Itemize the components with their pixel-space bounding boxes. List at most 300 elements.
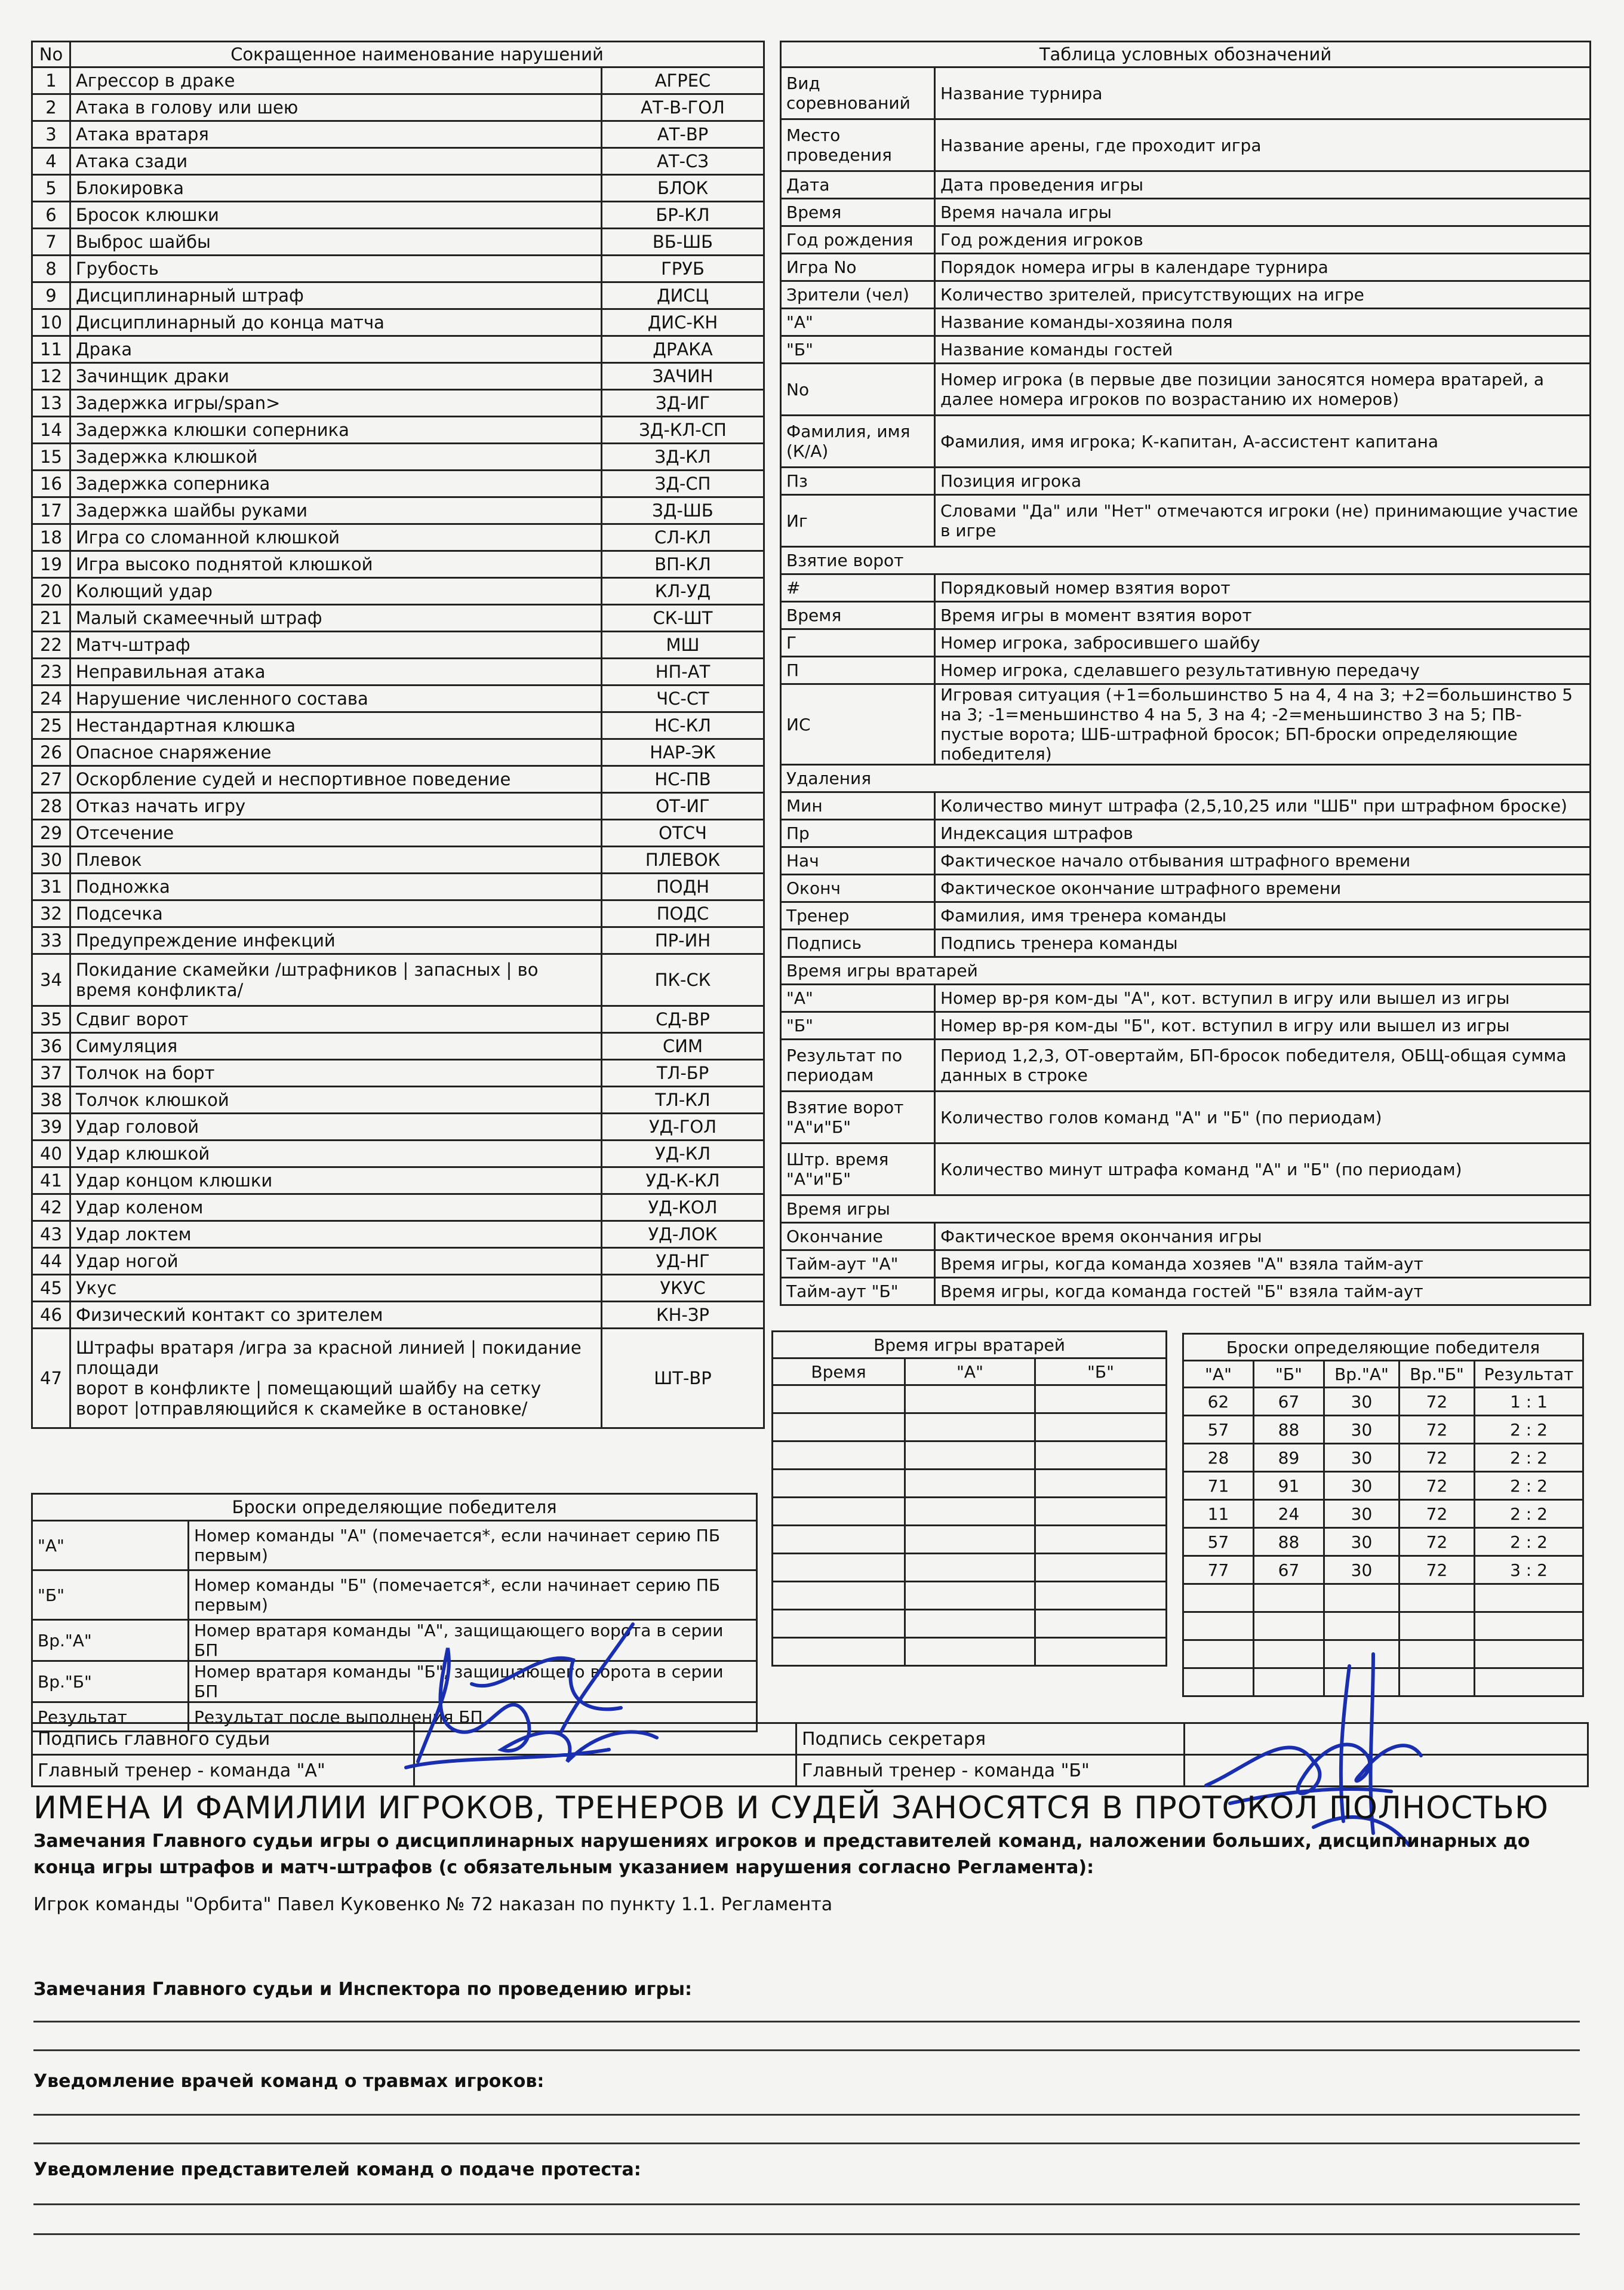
protest-line-1[interactable] — [33, 2203, 1580, 2205]
violation-no: 32 — [32, 900, 70, 927]
violation-no: 26 — [32, 739, 70, 766]
shootout-cell[interactable]: 62 — [1183, 1388, 1254, 1416]
legend-key: # — [781, 574, 935, 602]
shootout-cell[interactable]: 57 — [1183, 1416, 1254, 1444]
violation-abbr: НС-КЛ — [602, 712, 764, 739]
legend-row — [781, 281, 1591, 309]
violations-table-block — [31, 41, 763, 1429]
violation-name: Грубость — [70, 256, 602, 282]
legend-section-row — [781, 547, 1591, 574]
shootout-row — [1183, 1388, 1583, 1416]
shootout-cell[interactable] — [1475, 1584, 1583, 1612]
legend-row — [781, 1144, 1591, 1195]
violation-abbr: КН-ЗР — [602, 1302, 764, 1329]
violation-row — [32, 1114, 764, 1141]
legend-value: Фактическое начало отбывания штрафного времени — [935, 847, 1591, 875]
goalie-time-cell[interactable] — [1035, 1385, 1167, 1413]
shootout-cell[interactable]: 24 — [1254, 1500, 1324, 1528]
violation-row — [32, 605, 764, 632]
goalie-time-cell[interactable] — [1035, 1638, 1167, 1666]
violation-abbr: ЗАЧИН — [602, 363, 764, 390]
violation-abbr: УКУС — [602, 1275, 764, 1302]
violation-row — [32, 336, 764, 363]
bp-legend-value: Номер команды "Б" (помечается*, если начинает серию ПБ первым) — [189, 1570, 757, 1620]
goalie-time-cell[interactable] — [905, 1413, 1035, 1441]
shootout-title: Броски определяющие победителя — [1183, 1334, 1583, 1361]
goalie-time-row — [773, 1385, 1167, 1413]
legend-key: Дата — [781, 171, 935, 199]
violation-no: 39 — [32, 1114, 70, 1141]
violation-name: Малый скамеечный штраф — [70, 605, 602, 632]
goalie-time-row — [773, 1441, 1167, 1470]
violation-name: Опасное снаряжение — [70, 739, 602, 766]
legend-key: Тайм-аут "Б" — [781, 1278, 935, 1305]
violation-abbr: НС-ПВ — [602, 766, 764, 793]
violation-abbr: АТ-ВР — [602, 121, 764, 148]
shootout-cell[interactable]: 2 : 2 — [1475, 1472, 1583, 1500]
violation-no: 6 — [32, 202, 70, 229]
legend-key: Год рождения — [781, 226, 935, 254]
legend-section-title: Взятие ворот — [781, 547, 1591, 574]
legend-value: Дата проведения игры — [935, 171, 1591, 199]
violation-no: 25 — [32, 712, 70, 739]
legend-key: Вид соревнований — [781, 67, 935, 119]
legend-row — [781, 309, 1591, 336]
shootout-cell[interactable]: 89 — [1254, 1444, 1324, 1472]
goalie-time-title: Время игры вратарей — [773, 1332, 1167, 1358]
violation-no: 42 — [32, 1194, 70, 1221]
goalie-time-cell[interactable] — [773, 1638, 905, 1666]
violation-abbr: ТЛ-КЛ — [602, 1087, 764, 1114]
shootout-cell[interactable]: 28 — [1183, 1444, 1254, 1472]
goalie-time-cell[interactable] — [1035, 1554, 1167, 1582]
violation-row — [32, 256, 764, 282]
violation-name: Игра со сломанной клюшкой — [70, 524, 602, 551]
violation-no: 37 — [32, 1060, 70, 1087]
legend-value: Время игры, когда команда гостей "Б" взяла тайм-аут — [935, 1278, 1591, 1305]
shootout-header: Вр."А" — [1324, 1361, 1400, 1388]
violation-no: 13 — [32, 390, 70, 417]
violation-abbr: ТЛ-БР — [602, 1060, 764, 1087]
goalie-time-cell[interactable] — [1035, 1441, 1167, 1470]
violation-no: 33 — [32, 927, 70, 954]
violation-abbr: ЗД-ШБ — [602, 497, 764, 524]
violation-abbr: УД-НГ — [602, 1248, 764, 1275]
legend-row — [781, 416, 1591, 468]
shootout-cell[interactable]: 30 — [1324, 1556, 1400, 1584]
shootout-cell[interactable] — [1475, 1612, 1583, 1640]
violation-abbr: ОТ-ИГ — [602, 793, 764, 820]
goalie-time-cell[interactable] — [905, 1554, 1035, 1582]
injuries-line-1[interactable] — [33, 2114, 1580, 2116]
violation-row — [32, 444, 764, 471]
violation-name: Бросок клюшки — [70, 202, 602, 229]
violation-no: 5 — [32, 175, 70, 202]
legend-section-row — [781, 957, 1591, 985]
violation-name: Задержка игры/span> — [70, 390, 602, 417]
protest-line-2[interactable] — [33, 2233, 1580, 2235]
goalie-time-cell[interactable] — [773, 1413, 905, 1441]
violation-row — [32, 471, 764, 497]
violation-abbr: ДРАКА — [602, 336, 764, 363]
shootout-row — [1183, 1444, 1583, 1472]
goalie-time-block — [771, 1330, 1165, 1667]
legend-key: Место проведения — [781, 119, 935, 171]
legend-value: Подпись тренера команды — [935, 930, 1591, 957]
legend-row — [781, 820, 1591, 847]
goalie-time-cell[interactable] — [1035, 1582, 1167, 1610]
coach-a-label: Главный тренер - команда "А" — [32, 1755, 414, 1787]
referee-remarks-text[interactable]: Игрок команды "Орбита" Павел Куковенко № 72 наказан по пункту 1.1. Регламента — [33, 1894, 833, 1915]
legend-key: Г — [781, 629, 935, 657]
violation-abbr: ЧС-СТ — [602, 686, 764, 712]
goalie-time-cell[interactable] — [905, 1582, 1035, 1610]
shootout-cell[interactable]: 2 : 2 — [1475, 1444, 1583, 1472]
shootout-cell[interactable]: 30 — [1324, 1388, 1400, 1416]
violation-no: 35 — [32, 1006, 70, 1033]
shootout-cell[interactable] — [1324, 1584, 1400, 1612]
shootout-cell[interactable]: 67 — [1254, 1556, 1324, 1584]
violation-row — [32, 659, 764, 686]
goalie-time-header: Время — [773, 1358, 905, 1385]
inspector-remarks-line-1[interactable] — [33, 2021, 1580, 2022]
shootout-cell[interactable]: 72 — [1400, 1500, 1475, 1528]
legend-row — [781, 199, 1591, 226]
goalie-time-cell[interactable] — [905, 1470, 1035, 1498]
violation-name: Подсечка — [70, 900, 602, 927]
violation-abbr: ЗД-ИГ — [602, 390, 764, 417]
shootout-header: "А" — [1183, 1361, 1254, 1388]
violation-name: Неправильная атака — [70, 659, 602, 686]
legend-value: Время игры в момент взятия ворот — [935, 602, 1591, 629]
goalie-time-cell[interactable] — [773, 1470, 905, 1498]
legend-value: Название команды гостей — [935, 336, 1591, 364]
violation-name: Сдвиг ворот — [70, 1006, 602, 1033]
goalie-time-header: "А" — [905, 1358, 1035, 1385]
violation-abbr: СЛ-КЛ — [602, 524, 764, 551]
bp-legend-key: Вр."Б" — [32, 1661, 189, 1702]
legend-key: Время — [781, 199, 935, 226]
violation-row — [32, 1006, 764, 1033]
violation-row — [32, 1087, 764, 1114]
legend-row — [781, 930, 1591, 957]
referee-signature-mark — [382, 1612, 693, 1791]
shootout-header: Вр."Б" — [1400, 1361, 1475, 1388]
violation-row — [32, 1221, 764, 1248]
shootout-cell[interactable]: 3 : 2 — [1475, 1556, 1583, 1584]
shootout-cell[interactable]: 72 — [1400, 1444, 1475, 1472]
legend-value: Год рождения игроков — [935, 226, 1591, 254]
violation-row — [32, 121, 764, 148]
violation-abbr: ЗД-КЛ — [602, 444, 764, 471]
goalie-time-cell[interactable] — [1035, 1470, 1167, 1498]
shootout-cell[interactable]: 72 — [1400, 1388, 1475, 1416]
legend-section-title: Время игры — [781, 1195, 1591, 1223]
legend-row — [781, 985, 1591, 1012]
violation-row — [32, 1275, 764, 1302]
legend-row — [781, 1012, 1591, 1040]
violation-abbr: НП-АТ — [602, 659, 764, 686]
violation-row — [32, 551, 764, 578]
violation-no: 19 — [32, 551, 70, 578]
violation-no: 23 — [32, 659, 70, 686]
violation-abbr: ПОДН — [602, 874, 764, 900]
goalie-time-cell[interactable] — [773, 1582, 905, 1610]
legend-key: Результат по периодам — [781, 1040, 935, 1092]
shootout-cell[interactable]: 67 — [1254, 1388, 1324, 1416]
violation-abbr: БР-КЛ — [602, 202, 764, 229]
violation-no: 24 — [32, 686, 70, 712]
violation-name: Удар клюшкой — [70, 1141, 602, 1167]
violation-name: Физический контакт со зрителем — [70, 1302, 602, 1329]
goalie-time-row — [773, 1610, 1167, 1638]
violation-no: 18 — [32, 524, 70, 551]
violation-abbr: МШ — [602, 632, 764, 659]
shootout-cell[interactable] — [1183, 1584, 1254, 1612]
violation-row — [32, 847, 764, 874]
goalie-time-cell[interactable] — [773, 1610, 905, 1638]
violation-name: Драка — [70, 336, 602, 363]
legend-value: Порядок номера игры в календаре турнира — [935, 254, 1591, 281]
shootout-cell[interactable]: 30 — [1324, 1416, 1400, 1444]
legend-value: Номер вр-ря ком-ды "А", кот. вступил в игру или вышел из игры — [935, 985, 1591, 1012]
goalie-time-cell[interactable] — [1035, 1526, 1167, 1554]
shootout-cell[interactable]: 2 : 2 — [1475, 1500, 1583, 1528]
violation-abbr: ЗД-КЛ-СП — [602, 417, 764, 444]
goalie-time-cell[interactable] — [773, 1441, 905, 1470]
bp-legend-title: Броски определяющие победителя — [32, 1494, 757, 1521]
shootout-cell[interactable]: 91 — [1254, 1472, 1324, 1500]
violation-name: Оскорбление судей и неспортивное поведение — [70, 766, 602, 793]
violation-abbr: ПОДС — [602, 900, 764, 927]
legend-value: Фамилия, имя тренера команды — [935, 902, 1591, 930]
goalie-time-cell[interactable] — [905, 1526, 1035, 1554]
violation-row — [32, 497, 764, 524]
shootout-cell[interactable]: 30 — [1324, 1528, 1400, 1556]
violation-no: 8 — [32, 256, 70, 282]
shootout-cell[interactable]: 30 — [1324, 1472, 1400, 1500]
legend-key: "Б" — [781, 1012, 935, 1040]
legend-key: П — [781, 657, 935, 684]
legend-key: Окончание — [781, 1223, 935, 1250]
violation-row — [32, 874, 764, 900]
shootout-cell[interactable]: 88 — [1254, 1416, 1324, 1444]
bp-legend-key: "А" — [32, 1521, 189, 1570]
shootout-cell[interactable]: 88 — [1254, 1528, 1324, 1556]
legend-value: Номер игрока, забросившего шайбу — [935, 629, 1591, 657]
violation-name: Матч-штраф — [70, 632, 602, 659]
legend-row — [781, 657, 1591, 684]
violation-row — [32, 712, 764, 739]
coach-b-label: Главный тренер - команда "Б" — [796, 1755, 1185, 1787]
referee-remarks-label: Замечания Главного судьи игры о дисциплинарных нарушениях игроков и представителей команд, наложении больших, дисциплинарных до конца игры штрафов и матч-штрафов (с обязательным указанием нарушения согласно Регламента): — [33, 1831, 1530, 1878]
violation-row — [32, 900, 764, 927]
shootout-cell[interactable] — [1400, 1584, 1475, 1612]
shootout-cell[interactable] — [1475, 1640, 1583, 1668]
violation-row — [32, 363, 764, 390]
violation-name: Штрафы вратаря /игра за красной линией | покидание площади ворот в конфликте | помещающий шайбу на сетку ворот |отправляющийся к скамейке в остановке/ — [70, 1329, 602, 1428]
violation-no: 30 — [32, 847, 70, 874]
legend-table-block — [780, 41, 1589, 1306]
shootout-cell[interactable]: 72 — [1400, 1472, 1475, 1500]
legend-value: Количество голов команд "А" и "Б" (по периодам) — [935, 1092, 1591, 1144]
shootout-cell[interactable]: 72 — [1400, 1556, 1475, 1584]
shootout-cell[interactable] — [1475, 1668, 1583, 1696]
legend-row — [781, 684, 1591, 765]
legend-key: "А" — [781, 985, 935, 1012]
legend-value: Номер вр-ря ком-ды "Б", кот. вступил в игру или вышел из игры — [935, 1012, 1591, 1040]
legend-value: Индексация штрафов — [935, 820, 1591, 847]
inspector-remarks-label: Замечания Главного судьи и Инспектора по проведению игры: — [33, 1979, 692, 2000]
legend-row — [781, 254, 1591, 281]
violation-no: 12 — [32, 363, 70, 390]
violation-row — [32, 524, 764, 551]
goalie-time-cell[interactable] — [905, 1441, 1035, 1470]
shootout-cell[interactable]: 2 : 2 — [1475, 1416, 1583, 1444]
legend-row — [781, 67, 1591, 119]
legend-value: Позиция игрока — [935, 468, 1591, 495]
legend-key: Иг — [781, 495, 935, 547]
shootout-cell[interactable]: 11 — [1183, 1500, 1254, 1528]
goalie-time-cell[interactable] — [905, 1385, 1035, 1413]
violation-name: Удар головой — [70, 1114, 602, 1141]
shootout-row — [1183, 1472, 1583, 1500]
legend-value: Номер игрока, сделавшего результативную передачу — [935, 657, 1591, 684]
goalie-time-cell[interactable] — [773, 1385, 905, 1413]
violation-name: Плевок — [70, 847, 602, 874]
goalie-time-cell[interactable] — [905, 1610, 1035, 1638]
shootout-cell[interactable]: 77 — [1183, 1556, 1254, 1584]
violation-no: 44 — [32, 1248, 70, 1275]
violation-no: 47 — [32, 1329, 70, 1428]
legend-key: Тайм-аут "А" — [781, 1250, 935, 1278]
shootout-cell[interactable]: 1 : 1 — [1475, 1388, 1583, 1416]
injuries-line-2[interactable] — [33, 2143, 1580, 2144]
goalie-time-row — [773, 1582, 1167, 1610]
shootout-cell[interactable]: 72 — [1400, 1528, 1475, 1556]
bp-legend-value: Номер вратаря команды "А", защищающего ворота в серии БП — [189, 1620, 757, 1661]
violation-no: 1 — [32, 67, 70, 94]
violation-no: 40 — [32, 1141, 70, 1167]
legend-row — [781, 119, 1591, 171]
legend-row — [781, 171, 1591, 199]
violation-row — [32, 417, 764, 444]
violation-name: Нестандартная клюшка — [70, 712, 602, 739]
legend-key: Штр. время "А"и"Б" — [781, 1144, 935, 1195]
goalie-time-cell[interactable] — [905, 1498, 1035, 1526]
full-names-heading: ИМЕНА И ФАМИЛИИ ИГРОКОВ, ТРЕНЕРОВ И СУДЕЙ ЗАНОСЯТСЯ В ПРОТОКОЛ ПОЛНОСТЬЮ — [33, 1790, 1549, 1826]
legend-section-row — [781, 765, 1591, 792]
shootout-row — [1183, 1556, 1583, 1584]
legend-key: "А" — [781, 309, 935, 336]
goalie-time-cell[interactable] — [1035, 1498, 1167, 1526]
bp-legend-key: Результат — [32, 1702, 189, 1732]
legend-value: Период 1,2,3, ОТ-овертайм, БП-бросок победителя, ОБЩ-общая сумма данных в строке — [935, 1040, 1591, 1092]
violation-row — [32, 578, 764, 605]
violation-row — [32, 175, 764, 202]
violation-row — [32, 148, 764, 175]
legend-value: Игровая ситуация (+1=большинство 5 на 4, 4 на 3; +2=большинство 5 на 3; -1=меньшинство 4 на 5, 3 на 4; -2=меньшинство 3 на 5; ПВ- пустые ворота; ШБ-штрафной бросок; БП-броски определяющие победителя) — [935, 684, 1591, 765]
violation-row — [32, 1167, 764, 1194]
legend-value: Название команды-хозяина поля — [935, 309, 1591, 336]
legend-row — [781, 574, 1591, 602]
violation-name: Выброс шайбы — [70, 229, 602, 256]
legend-key: Нач — [781, 847, 935, 875]
violations-header-no: No — [32, 42, 70, 67]
legend-section-title: Время игры вратарей — [781, 957, 1591, 985]
goalie-time-cell[interactable] — [773, 1526, 905, 1554]
legend-row — [781, 1250, 1591, 1278]
violation-no: 27 — [32, 766, 70, 793]
legend-key: Время — [781, 602, 935, 629]
violation-row — [32, 927, 764, 954]
violation-name: Предупреждение инфекций — [70, 927, 602, 954]
injuries-label: Уведомление врачей команд о травмах игроков: — [33, 2071, 545, 2092]
goalie-time-cell[interactable] — [1035, 1413, 1167, 1441]
goalie-time-cell[interactable] — [1035, 1610, 1167, 1638]
violation-abbr: АГРЕС — [602, 67, 764, 94]
violation-abbr: АТ-СЗ — [602, 148, 764, 175]
shootout-cell[interactable]: 57 — [1183, 1528, 1254, 1556]
legend-value: Название арены, где проходит игра — [935, 119, 1591, 171]
shootout-cell[interactable]: 30 — [1324, 1444, 1400, 1472]
legend-row — [781, 902, 1591, 930]
shootout-cell[interactable]: 72 — [1400, 1416, 1475, 1444]
violation-name: Удар концом клюшки — [70, 1167, 602, 1194]
violation-name: Толчок на борт — [70, 1060, 602, 1087]
violation-row — [32, 1194, 764, 1221]
legend-value: Количество зрителей, присутствующих на игре — [935, 281, 1591, 309]
legend-row — [781, 1223, 1591, 1250]
violation-row — [32, 1060, 764, 1087]
shootout-header: "Б" — [1254, 1361, 1324, 1388]
violation-row — [32, 309, 764, 336]
shootout-cell[interactable] — [1254, 1584, 1324, 1612]
violation-abbr: НАР-ЭК — [602, 739, 764, 766]
legend-value: Название турнира — [935, 67, 1591, 119]
bp-legend-value: Номер команды "А" (помечается*, если начинает серию ПБ первым) — [189, 1521, 757, 1570]
violation-name: Отказ начать игру — [70, 793, 602, 820]
bp-legend-key: Вр."А" — [32, 1620, 189, 1661]
inspector-remarks-line-2[interactable] — [33, 2049, 1580, 2051]
shootout-cell[interactable]: 30 — [1324, 1500, 1400, 1528]
legend-section-title: Удаления — [781, 765, 1591, 792]
violation-row — [32, 1302, 764, 1329]
violation-no: 38 — [32, 1087, 70, 1114]
violation-row — [32, 632, 764, 659]
legend-row — [781, 792, 1591, 820]
legend-key: Зрители (чел) — [781, 281, 935, 309]
legend-key: Тренер — [781, 902, 935, 930]
violation-row — [32, 67, 764, 94]
violations-table — [31, 41, 765, 1429]
violation-abbr: УД-КЛ — [602, 1141, 764, 1167]
goalie-time-cell[interactable] — [773, 1554, 905, 1582]
violation-abbr: ВП-КЛ — [602, 551, 764, 578]
shootout-cell[interactable]: 71 — [1183, 1472, 1254, 1500]
legend-row — [781, 847, 1591, 875]
head-referee-label: Подпись главного судьи — [32, 1723, 414, 1755]
violation-abbr: БЛОК — [602, 175, 764, 202]
violation-name: Атака в голову или шею — [70, 94, 602, 121]
violation-name: Симуляция — [70, 1033, 602, 1060]
violation-abbr: ОТСЧ — [602, 820, 764, 847]
violation-no: 2 — [32, 94, 70, 121]
shootout-cell[interactable]: 2 : 2 — [1475, 1528, 1583, 1556]
goalie-time-cell[interactable] — [773, 1498, 905, 1526]
goalie-time-cell[interactable] — [905, 1638, 1035, 1666]
legend-row — [781, 495, 1591, 547]
